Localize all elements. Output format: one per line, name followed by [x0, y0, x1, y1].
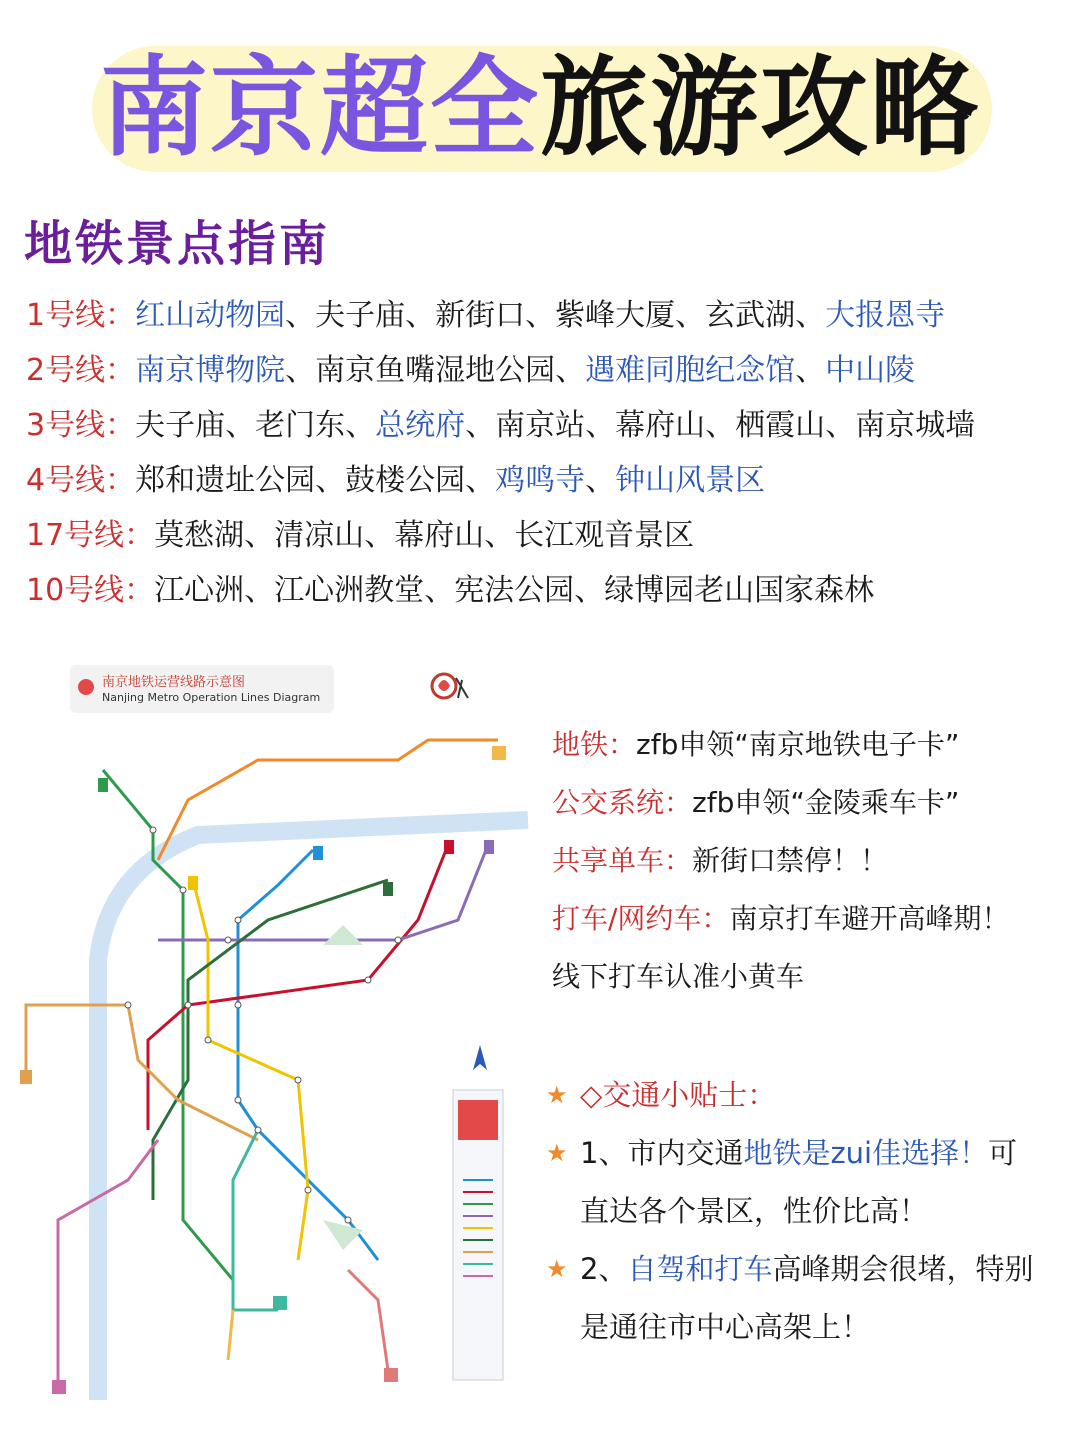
separator: 、 [364, 518, 395, 553]
attraction-name: 郑和遗址公园 [135, 463, 316, 498]
tip-1-text-d: 直达各个景区，性价比高！ [580, 1194, 929, 1228]
tip-2-text-c: 高峰期会很堵，特别 [772, 1252, 1034, 1286]
metro-line-s1 [233, 1130, 278, 1310]
line-label: 10号线： [26, 573, 155, 608]
attraction-name: 江心洲 [154, 573, 245, 608]
line-label: 3号线： [26, 408, 136, 443]
metro-lines-list [26, 288, 1066, 618]
tip-1-text-c: 可 [988, 1136, 1018, 1170]
metro-line-s7 [348, 1270, 388, 1370]
attraction-name: 南京博物院 [135, 353, 286, 388]
separator: 、 [795, 353, 826, 388]
separator: 、 [705, 408, 736, 443]
attraction-name: 夫子庙 [315, 298, 406, 333]
page-title [0, 46, 1080, 172]
separator: 、 [285, 353, 316, 388]
transport-label: 打车/网约车： [552, 902, 730, 935]
tip-2-text-d: 是通往市中心高架上！ [580, 1310, 871, 1344]
separator: 、 [285, 298, 316, 333]
transport-row [552, 832, 1072, 890]
star-icon: ★ [546, 1255, 568, 1283]
separator: 、 [244, 573, 275, 608]
attraction-name: 长江观音景区 [514, 518, 695, 553]
attraction-name: 江心洲教堂 [274, 573, 425, 608]
line-label: 17号线： [26, 518, 155, 553]
metro-line-s3 [58, 1140, 158, 1380]
tip-2-text-a: 2、 [580, 1252, 628, 1286]
separator: 、 [345, 408, 376, 443]
star-icon: ★ [546, 1139, 568, 1167]
transport-label: 公交系统： [552, 786, 693, 819]
separator: 、 [675, 298, 706, 333]
transport-label: 地铁： [552, 728, 637, 761]
tip-1-cont [546, 1182, 1076, 1240]
attraction-name: 玄武湖 [705, 298, 796, 333]
tip-1-text-b: 地铁是zui佳选择！ [743, 1136, 989, 1170]
attraction-name: 绿博园老山国家森林 [604, 573, 875, 608]
metro-line-10 [26, 1005, 258, 1140]
traffic-tips [546, 1066, 1076, 1356]
title-part2: 旅游攻略 [540, 46, 981, 171]
attraction-name: 鸡鸣寺 [495, 463, 586, 498]
tip-2 [546, 1240, 1076, 1298]
attraction-name: 南京鱼嘴湿地公园 [315, 353, 556, 388]
separator: 、 [585, 463, 616, 498]
metro-line-row [26, 508, 1066, 563]
attraction-name: 莫愁湖 [154, 518, 245, 553]
tip-1-text-a: 1、市内交通 [580, 1136, 744, 1170]
attraction-name: 红山动物园 [135, 298, 286, 333]
transport-row [552, 774, 1072, 832]
separator: 、 [585, 408, 616, 443]
metro-line-row [26, 453, 1066, 508]
attraction-name: 夫子庙 [135, 408, 226, 443]
attraction-name: 新街口 [435, 298, 526, 333]
separator: 、 [825, 408, 856, 443]
separator: 、 [484, 518, 515, 553]
line-label: 4号线： [26, 463, 136, 498]
separator: 、 [405, 298, 436, 333]
separator: 、 [465, 408, 496, 443]
attraction-name: 大报恩寺 [825, 298, 946, 333]
metro-line-row [26, 398, 1066, 453]
separator: 、 [315, 463, 346, 498]
metro-line-5 [193, 880, 308, 1260]
attraction-name: 南京站 [495, 408, 586, 443]
separator: 、 [555, 353, 586, 388]
attraction-name: 钟山风景区 [615, 463, 766, 498]
attraction-name: 紫峰大厦 [555, 298, 676, 333]
attraction-name: 遇难同胞纪念馆 [585, 353, 796, 388]
metro-line-row [26, 343, 1066, 398]
attraction-name: 幕府山 [394, 518, 485, 553]
metro-line-row [26, 288, 1066, 343]
tips-heading: ◇交通小贴士： [580, 1078, 777, 1112]
separator: 、 [795, 298, 826, 333]
separator: 、 [244, 518, 275, 553]
tip-1 [546, 1124, 1076, 1182]
section-title: 地铁景点指南 [24, 216, 331, 272]
attraction-name: 中山陵 [825, 353, 916, 388]
attraction-name: 鼓楼公园 [345, 463, 466, 498]
separator: 、 [574, 573, 605, 608]
transport-text: 线下打车认准小黄车 [552, 960, 805, 993]
attraction-name: 宪法公园 [454, 573, 575, 608]
tip-2-text-b: 自驾和打车 [627, 1252, 773, 1286]
map-title-en: Nanjing Metro Operation Lines Diagram [102, 691, 321, 704]
separator: 、 [225, 408, 256, 443]
transport-row [552, 716, 1072, 774]
transport-info [552, 716, 1072, 1006]
metro-line-row [26, 563, 1066, 618]
separator: 、 [424, 573, 455, 608]
tips-heading-row [546, 1066, 1076, 1124]
attraction-name: 幕府山 [615, 408, 706, 443]
transport-row [552, 890, 1072, 948]
transport-label: 共享单车： [552, 844, 693, 877]
metro-line-7 [153, 880, 388, 1200]
attraction-name: 栖霞山 [735, 408, 826, 443]
metro-map[interactable] [18, 660, 530, 1400]
star-icon: ★ [546, 1081, 568, 1109]
transport-text: 南京打车避开高峰期！ [729, 902, 1010, 935]
title-part1: 南京超全 [99, 46, 540, 171]
attraction-name: 总统府 [375, 408, 466, 443]
separator: 、 [465, 463, 496, 498]
compass-icon [473, 1045, 487, 1070]
map-title-zh: 南京地铁运营线路示意图 [102, 675, 246, 690]
transport-text: 新街口禁停！！ [692, 844, 889, 877]
transport-text: zfb申领“金陵乘车卡” [692, 786, 960, 819]
metro-line-s9 [228, 1310, 233, 1360]
line-label: 1号线： [26, 298, 136, 333]
attraction-name: 清凉山 [274, 518, 365, 553]
transport-row [552, 948, 1072, 1006]
transport-text: zfb申领“南京地铁电子卡” [636, 728, 960, 761]
line-label: 2号线： [26, 353, 136, 388]
tip-2-cont [546, 1298, 1076, 1356]
attraction-name: 老门东 [255, 408, 346, 443]
attraction-name: 南京城墙 [855, 408, 976, 443]
separator: 、 [525, 298, 556, 333]
